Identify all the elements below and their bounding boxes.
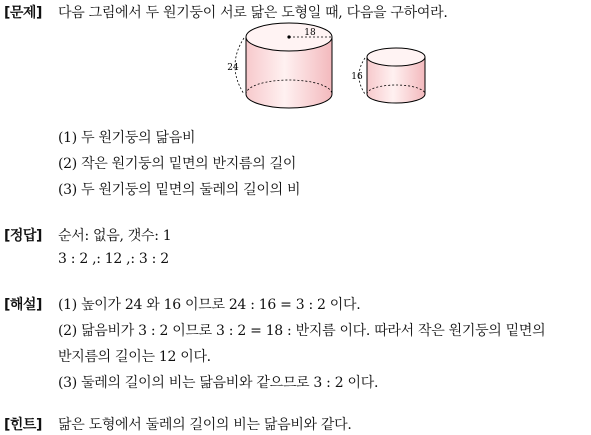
small-cylinder	[359, 48, 425, 103]
big-center-dot	[287, 35, 290, 38]
problem-item-3: (3) 두 원기둥의 밑면의 둘레의 길이의 비	[58, 182, 301, 198]
answer-tag: [정답]	[4, 228, 42, 244]
explanation-line-2: (2) 닮음비가 3 : 2 이므로 3 : 2 = 18 : 반지름 이다. 따라서 작은 원기둥의 밑면의	[58, 323, 546, 339]
hint-text: 닮은 도형에서 둘레의 길이의 비는 닮음비와 같다.	[58, 417, 352, 433]
small-height-label: 16	[351, 72, 363, 82]
answer-value: 3 : 2 ,: 12 ,: 3 : 2	[58, 251, 169, 267]
explanation-tag: [해설]	[4, 297, 42, 313]
problem-item-1: (1) 두 원기둥의 닮음비	[58, 130, 196, 146]
explanation-line-1: (1) 높이가 24 와 16 이므로 24 : 16 = 3 : 2 이다.	[58, 297, 361, 313]
answer-meta: 순서: 없음, 갯수: 1	[58, 228, 172, 244]
cylinders-figure	[0, 0, 591, 130]
hint-tag: [힌트]	[4, 417, 42, 433]
problem-tag: [문제]	[4, 5, 42, 21]
problem-text: 다음 그림에서 두 원기둥이 서로 닮은 도형일 때, 다음을 구하여라.	[58, 5, 448, 21]
explanation-line-3: 반지름의 길이는 12 이다.	[58, 349, 211, 365]
big-cylinder	[235, 23, 332, 108]
explanation-line-4: (3) 둘레의 길이의 비는 닮음비와 같으므로 3 : 2 이다.	[58, 375, 379, 391]
big-radius-label: 18	[304, 28, 316, 38]
problem-item-2: (2) 작은 원기둥의 밑면의 반지름의 길이	[58, 156, 297, 172]
big-height-label: 24	[227, 63, 239, 73]
